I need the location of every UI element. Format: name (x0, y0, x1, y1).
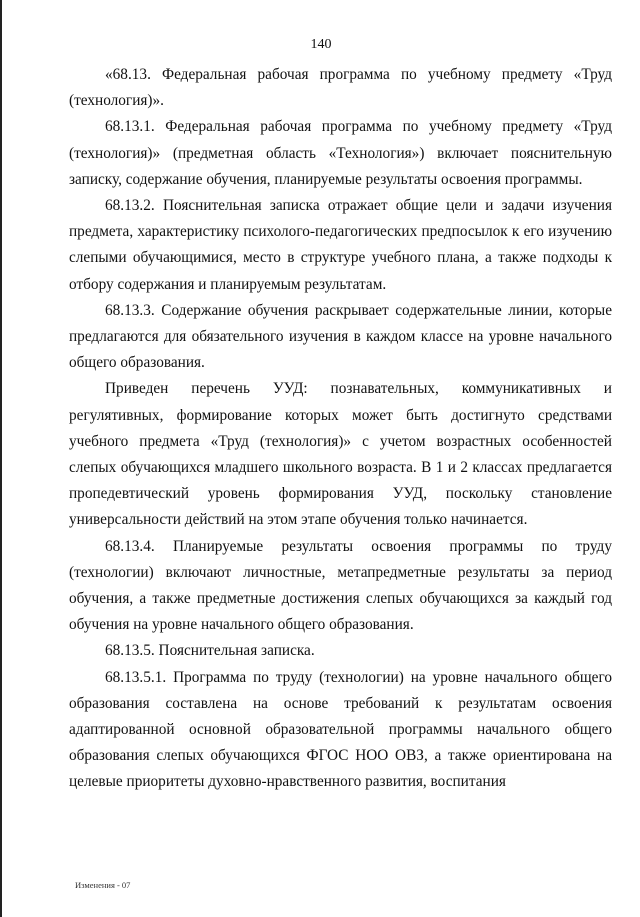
paragraph-68-13-1: 68.13.1. Федеральная рабочая программа по учебному предмету «Труд (технология)» (предметная область «Технология») включает пояснительную записку, содержание обучения, планируемые результаты освоения программы. (69, 118, 612, 188)
paragraph-68-13-4: 68.13.4. Планируемые результаты освоения программы по труду (технологии) включают личностные, метапредметные результаты за период обучения, а также предметные достижения слепых обучающихся за каждый год обучения на уровне начального общего образования. (69, 537, 612, 634)
paragraph-68-13-5-1: 68.13.5.1. Программа по труду (технологии) на уровне начального общего образования составлена на основе требований к результатам освоения адаптированной основной образовательной программы начального общего образования слепых обучающихся ФГОС НОО ОВЗ, а также ориентирована на целевые приоритеты духовно-нравственного развития, воспитания (69, 668, 612, 791)
paragraph-uud-list: Приведен перечень УУД: познавательных, коммуникативных и регулятивных, формирование которых может быть достигнуто средствами учебного предмета «Труд (технология)» с учетом возрастных особенностей слепых обучающихся младшего школьного возраста. В 1 и 2 классах предлагается пропедевтический уровень формирования УУД, поскольку становление универсальности действий на этом этапе обучения только начинается. (69, 380, 612, 529)
paragraph-68-13-5: 68.13.5. Пояснительная записка. (105, 642, 315, 660)
paragraph-68-13-2: 68.13.2. Пояснительная записка отражает общие цели и задачи изучения предмета, характеристику психолого-педагогических предпосылок к его изучению слепыми обучающимися, место в структуре учебного плана, а также подходы к отбору содержания и планируемым результатам. (69, 197, 612, 293)
footer-note: Изменения - 07 (75, 880, 131, 890)
page-number: 140 (310, 37, 332, 52)
paragraph-68-13-3: 68.13.3. Содержание обучения раскрывает содержательные линии, которые предлагаются для обязательного изучения в каждом классе на уровне начального общего образования. (69, 301, 612, 372)
document-body (69, 62, 612, 796)
paragraph-68-13: «68.13. Федеральная рабочая программа по учебному предмету «Труд (технология)». (69, 66, 612, 110)
